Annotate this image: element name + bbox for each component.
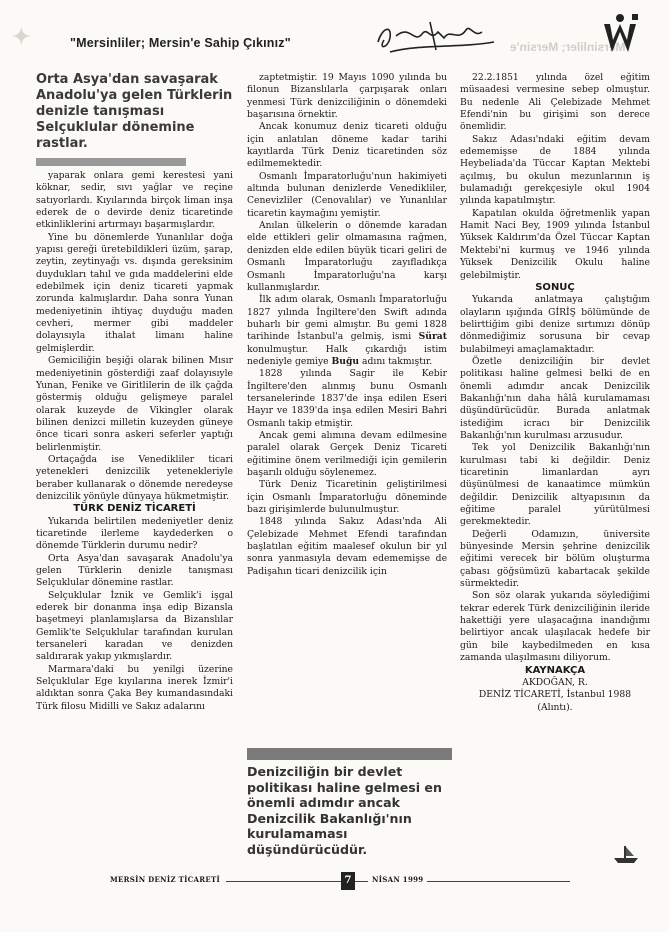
references-title: KAYNAKÇA — [524, 664, 586, 676]
paragraph: Selçuklular İznik ve Gemlik'i işgal ederek bir donanma inşa edip Bizansla başetmeyi planlamışlarsa da Bizanslılar Gemlik'te Selçuklular tarafından kurulan tersaneleri karadan ve denizden saldırarak yakıp yıkmışlardır. — [36, 589, 233, 663]
footer-publication: MERSİN DENİZ TİCARETİ — [110, 875, 226, 884]
lead-text: Orta Asya'dan savaşarak Anadolu'ya gelen Türklerin denizle tanışması Selçuklular dönemine rastlar. — [36, 72, 233, 151]
reference-author: AKDOĞAN, R. — [522, 676, 588, 688]
ataturk-signature — [370, 14, 500, 60]
paragraph: Osmanlı İmparatorluğu'nun hakimiyeti altında bulunan denizlerde Venedikliler, Cenevizliler (Cenovalılar) ve Yunanlılar ticaretin kaymağını yemiştir. — [247, 170, 447, 219]
reference-source: DENİZ TİCARETİ, İstanbul 1988 — [478, 689, 632, 701]
pull-quote — [247, 748, 452, 857]
paragraph: Marmara'daki bu yenilgi üzerine Selçuklular Ege kıyılarına inerek İzmir'i aldıktan sonra Çaka Bey kumandasındaki Türk filosu Midilli ve Sakız adalarını — [36, 663, 233, 712]
section-heading-sonuc: SONUÇ — [535, 281, 575, 293]
paragraph: Sakız Adası'ndaki eğitim devam edememişse de 1884 yılında Heybeliada'da Tüccar Kaptan Mektebi açılmış, bu okulun mezunlarının iş bulamadığı gerekçesiyle okul 1904 yılında kapatılmıştır. — [460, 133, 650, 207]
column-1 — [36, 72, 233, 713]
pull-quote-bar — [247, 748, 452, 760]
paragraph: 1848 yılında Sakız Adası'nda Ali Çelebizade Mehmet Efendi tarafından başlatılan eğitim maalesef okulun bir yıl sonra yanmasıyla devam edememişse de Padişahın ticari denizcilik için — [247, 516, 447, 577]
section-heading-turk-deniz-ticareti: TÜRK DENİZ TİCARETİ — [73, 503, 196, 515]
paragraph: Özetle denizciliğin bir devlet politikası haline gelmesi belki de en önemli adımdır ancak Denizcilik Bakanlığı'nın daha hâlâ kurulamaması düşündürücüdür. Burada anlatmak istediğim icracı bir Denizcilik Bakanlığı'nın kurulması arzusudur. — [460, 355, 650, 441]
footer-date: NİSAN 1999 — [368, 875, 427, 884]
paragraph — [247, 294, 447, 368]
paragraph: Anılan ülkelerin o dönemde karadan elde ettikleri gelir olmamasına rağmen, denizden elde edilen büyük ticari geliri de Osmanlı İmparatorluğu zayıfladıkça Osmanlı İmparatorluğu'na karşı kullanmışlardır. — [247, 220, 447, 293]
paragraph: Ancak konumuz deniz ticareti olduğu için anlatılan döneme kadar tarihi kayıtlarda Türk Deniz ticaretinden söz edilmemektedir. — [247, 121, 447, 170]
header-title: "Mersinliler; Mersin'e Sahip Çıkınız" — [70, 36, 291, 50]
paragraph: Yukarıda belirtilen medeniyetler deniz ticaretinde ilerleme kaydederken o dönemde Türklerin durumu nedir? — [36, 515, 233, 552]
paragraph: Türk Deniz Ticaretinin geliştirilmesi için Osmanlı İmparatorluğu döneminde bazı girişimlerde bulunulmuştur. — [247, 479, 447, 516]
watermark-logo: ✦ — [12, 24, 31, 49]
paragraph: Ortaçağda ise Venedikliler ticari yetenekleri denizcilik yetenekleriyle beraber kullanarak o dönemde neredeyse denizcilik yönüyle dünyaya hükmetmiştir. — [36, 453, 233, 502]
lead-divider-bar — [36, 158, 186, 166]
paragraph: 1828 yılında Sagir ile Kebir İngiltere'den alınmış bunu Osmanlı tersanelerinde 1837'de inşa edilen Eseri Hayır ve 1839'da inşa edilen Mesiri Bahri Osmanlı takip etmiştir. — [247, 368, 447, 429]
paragraph-text: konulmuştur. Halk çıkardığı istim nedeniyle gemiye — [247, 343, 447, 367]
reference-note: (Alıntı). — [537, 701, 573, 713]
paragraph: Son söz olarak yukarıda söylediğimi tekrar ederek Türk denizciliğinin ileride hakettiği yere ulaşacağına inandığımı belirtiyor ancak ulaşılacak hedefe bir gün bile kaybedilmeden en kısa zamanda ulaşılmasını diliyorum. — [460, 590, 650, 664]
paragraph: Ancak gemi alımına devam edilmesine paralel olarak Gerçek Deniz Ticareti eğitimine önem verilmediği için gemilerin başarılı olduğu söylenemez. — [247, 429, 447, 478]
ship-name-surat: Sürat — [418, 331, 447, 343]
paragraph: 22.2.1851 yılında özel eğitim müsaadesi vermesine sebep olmuştur. Bu nedenle Ali Çelebizade Mehmet Efendi'nin bu girişimi son derece önemlidir. — [460, 72, 650, 133]
ship-icon — [612, 842, 640, 864]
paragraph: Yukarıda anlatmaya çalıştığım olayların ışığında GİRİŞ bölümünde de belirttiğim gibi denize sırtımızı dönüp dönmediğimiz sorusuna bir cevap bulabilmeyi amaçlamaktadır. — [460, 294, 650, 355]
chamber-logo-icon — [600, 12, 640, 56]
page-header — [0, 0, 669, 66]
watermark-header-reversed: "Mersinliler; Mersin'e — [510, 40, 632, 54]
page-number: 7 — [341, 872, 355, 890]
paragraph: Yine bu dönemlerde Yunanlılar doğa yapısı gereği üretebildikleri üzüm, şarap, zeytin, zeytinyağı vs. dışında gereksinim duydukları tahıl ve gıda maddelerini elde edebilmek için deniz ticareti yapmak zorunda kalmışlardır. Daha sonra Yunan medeniyetinin ihtiyaç duyduğu maden cevheri, mermer gibi maddeler dolayısıyla ithalat limanı haline gelmişlerdir. — [36, 231, 233, 354]
paragraph: Değerli Odamızın, üniversite bünyesinde Mersin şehrine denizcilik eğitimi verecek bir bölüm oluşturma çabası göğsümüzü kabartacak şekilde sürmektedir. — [460, 528, 650, 590]
paragraph: zaptetmiştir. 19 Mayıs 1090 yılında bu filonun Bizanslılarla çarpışarak onları yenmesi Türk denizciliğinin o dönemdeki başarısına örnektir. — [247, 72, 447, 121]
pull-quote-text: Denizciliğin bir devlet politikası haline gelmesi en önemli adımdır ancak Denizcilik Bakanlığı'nın kurulamaması düşündürücüdür. — [247, 764, 442, 857]
paragraph: Gemiciliğin beşiği olarak bilinen Mısır medeniyetinin gösterdiği zaaf dolayısıyle Yunan, Fenike ve Giritlilerin de ilk çağda göstermiş olduğu gelişmeye paralel olarak kuzeyde de Vikingler olarak bilinen denizci milletin kuzeyden güneye önce ticari sonra askeri seferler yaptığı belirlenmiştir. — [36, 355, 233, 453]
paragraph: Orta Asya'dan savaşarak Anadolu'ya gelen Türklerin denizle tanışması Selçuklular dönemine rastlar. — [36, 552, 233, 589]
paragraph-text: İlk adım olarak, Osmanlı İmparatorluğu 1827 yılında İngiltere'den Swift adında buharlı bir gemi almıştır. Bu gemi 1828 tarihinde İstanbul'a gelmiş, ismi — [247, 294, 447, 343]
paragraph-text: adını takmıştır. — [359, 355, 433, 367]
paragraph: Kapatılan okulda öğretmenlik yapan Hamit Naci Bey, 1909 yılında İstanbul Yüksek Kaldırım'da Özel Tüccar Kaptan Mektebi'ni kurmuş ve 1946 yılında Yüksek Denizcilik Okulu haline gelebilmiştir. — [460, 207, 650, 281]
paragraph: Tek yol Denizcilik Bakanlığı'nın kurulması tabi ki değildir. Deniz ticaretinin limanlardan ayrı düşünülmesi de kanaatimce mümkün değildir. Denizcilik altyapısının da eğitime paralel yürütülmesi gerekmektedir. — [460, 442, 650, 528]
column-2 — [247, 72, 447, 578]
column-3 — [460, 72, 650, 714]
page-footer — [110, 872, 570, 892]
paragraph: yaparak onlara gemi kerestesi yani köknar, sedir, sıvı yağlar ve reçine satıyorlardı. Kıyılarında birçok liman inşa ederek de o devirde deniz ticaretinde etkinliklerini artırmayı başarmışlardır. — [36, 170, 233, 231]
ship-name-bugu: Buğu — [331, 355, 360, 367]
